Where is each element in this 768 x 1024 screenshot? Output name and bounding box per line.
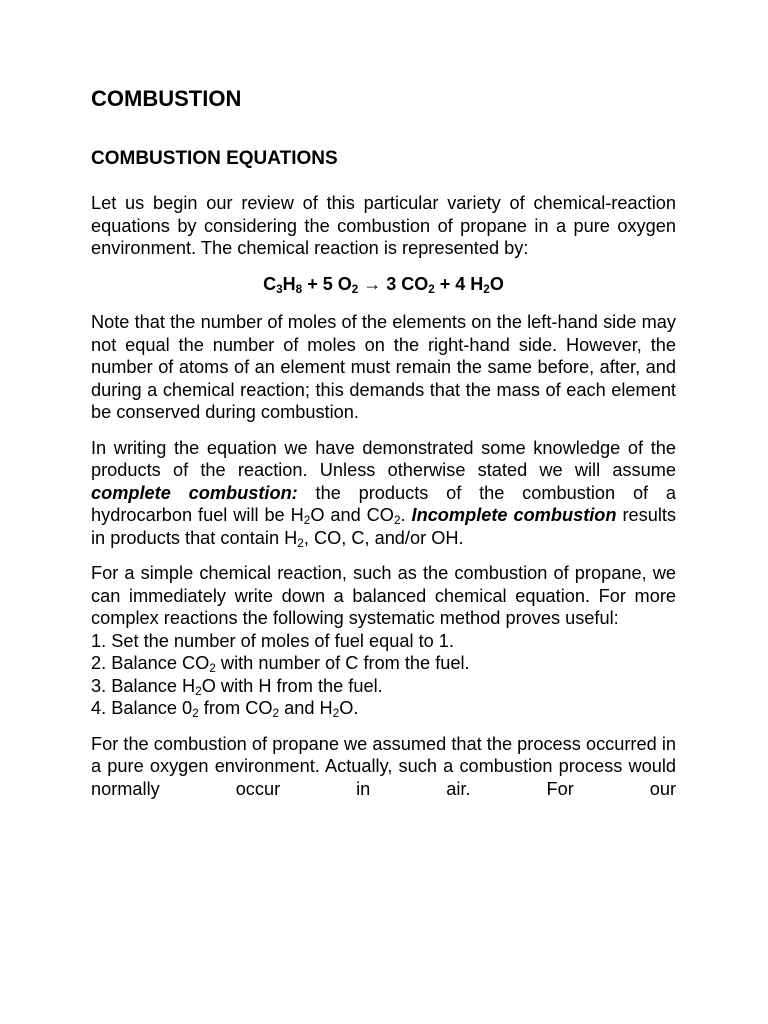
section-heading: COMBUSTION EQUATIONS <box>91 148 338 169</box>
incomplete-combustion-term: Incomplete combustion <box>411 505 617 525</box>
step-4: 4. Balance $0_2$ from $CO_2$ and $H_2O$. <box>91 698 359 720</box>
document-page <box>91 86 676 813</box>
intro-paragraph: Let us begin our review of this particular variety of chemical-reaction equations by considering the combustion of propane in a pure oxygen environment. The chemical reaction is represented by: <box>91 193 676 258</box>
page-title: COMBUSTION <box>91 86 242 111</box>
method-intro-paragraph: For a simple chemical reaction, such as the combustion of propane, we can immediately write down a balanced chemical equation. For more complex reactions the following systematic method proves useful: <box>91 563 676 628</box>
step-2: 2. Balance $CO_2$ with number of C from the fuel. <box>91 653 470 675</box>
complete-combustion-term: complete combustion: <box>91 482 298 503</box>
step-3: 3. Balance $H_2O$ with H from the fuel. <box>91 675 383 698</box>
moles-note-paragraph: Note that the number of moles of the elements on the left-hand side may not equal the number of moles on the right-hand side. However, the number of atoms of an element must remain the same before, after, and during a chemical reaction; this demands that the mass of each element be conserved during combustion. <box>91 312 676 422</box>
propane-combustion-equation: $C_3H_8 + 5$ $O_2 \to 3$ $CO_2 + 4$ $H_2O$ <box>263 273 504 296</box>
balancing-method <box>91 562 676 720</box>
complete-combustion-paragraph: In writing the equation we have demonstrated some knowledge of the products of the reaction. Unless otherwise stated we will assume complete combustion: the products of the combustion of a hydrocarbon fuel will be $H_2O$ and $CO_2$. Incomplete combustion results in products that contain $H_2$, CO, C, and/or OH. <box>91 437 677 550</box>
air-combustion-paragraph: For the combustion of propane we assumed that the process occurred in a pure oxygen environment. Actually, such a combustion process would normally occur in air. For our <box>91 733 676 799</box>
step-1: 1. Set the number of moles of fuel equal to 1. <box>91 630 454 651</box>
